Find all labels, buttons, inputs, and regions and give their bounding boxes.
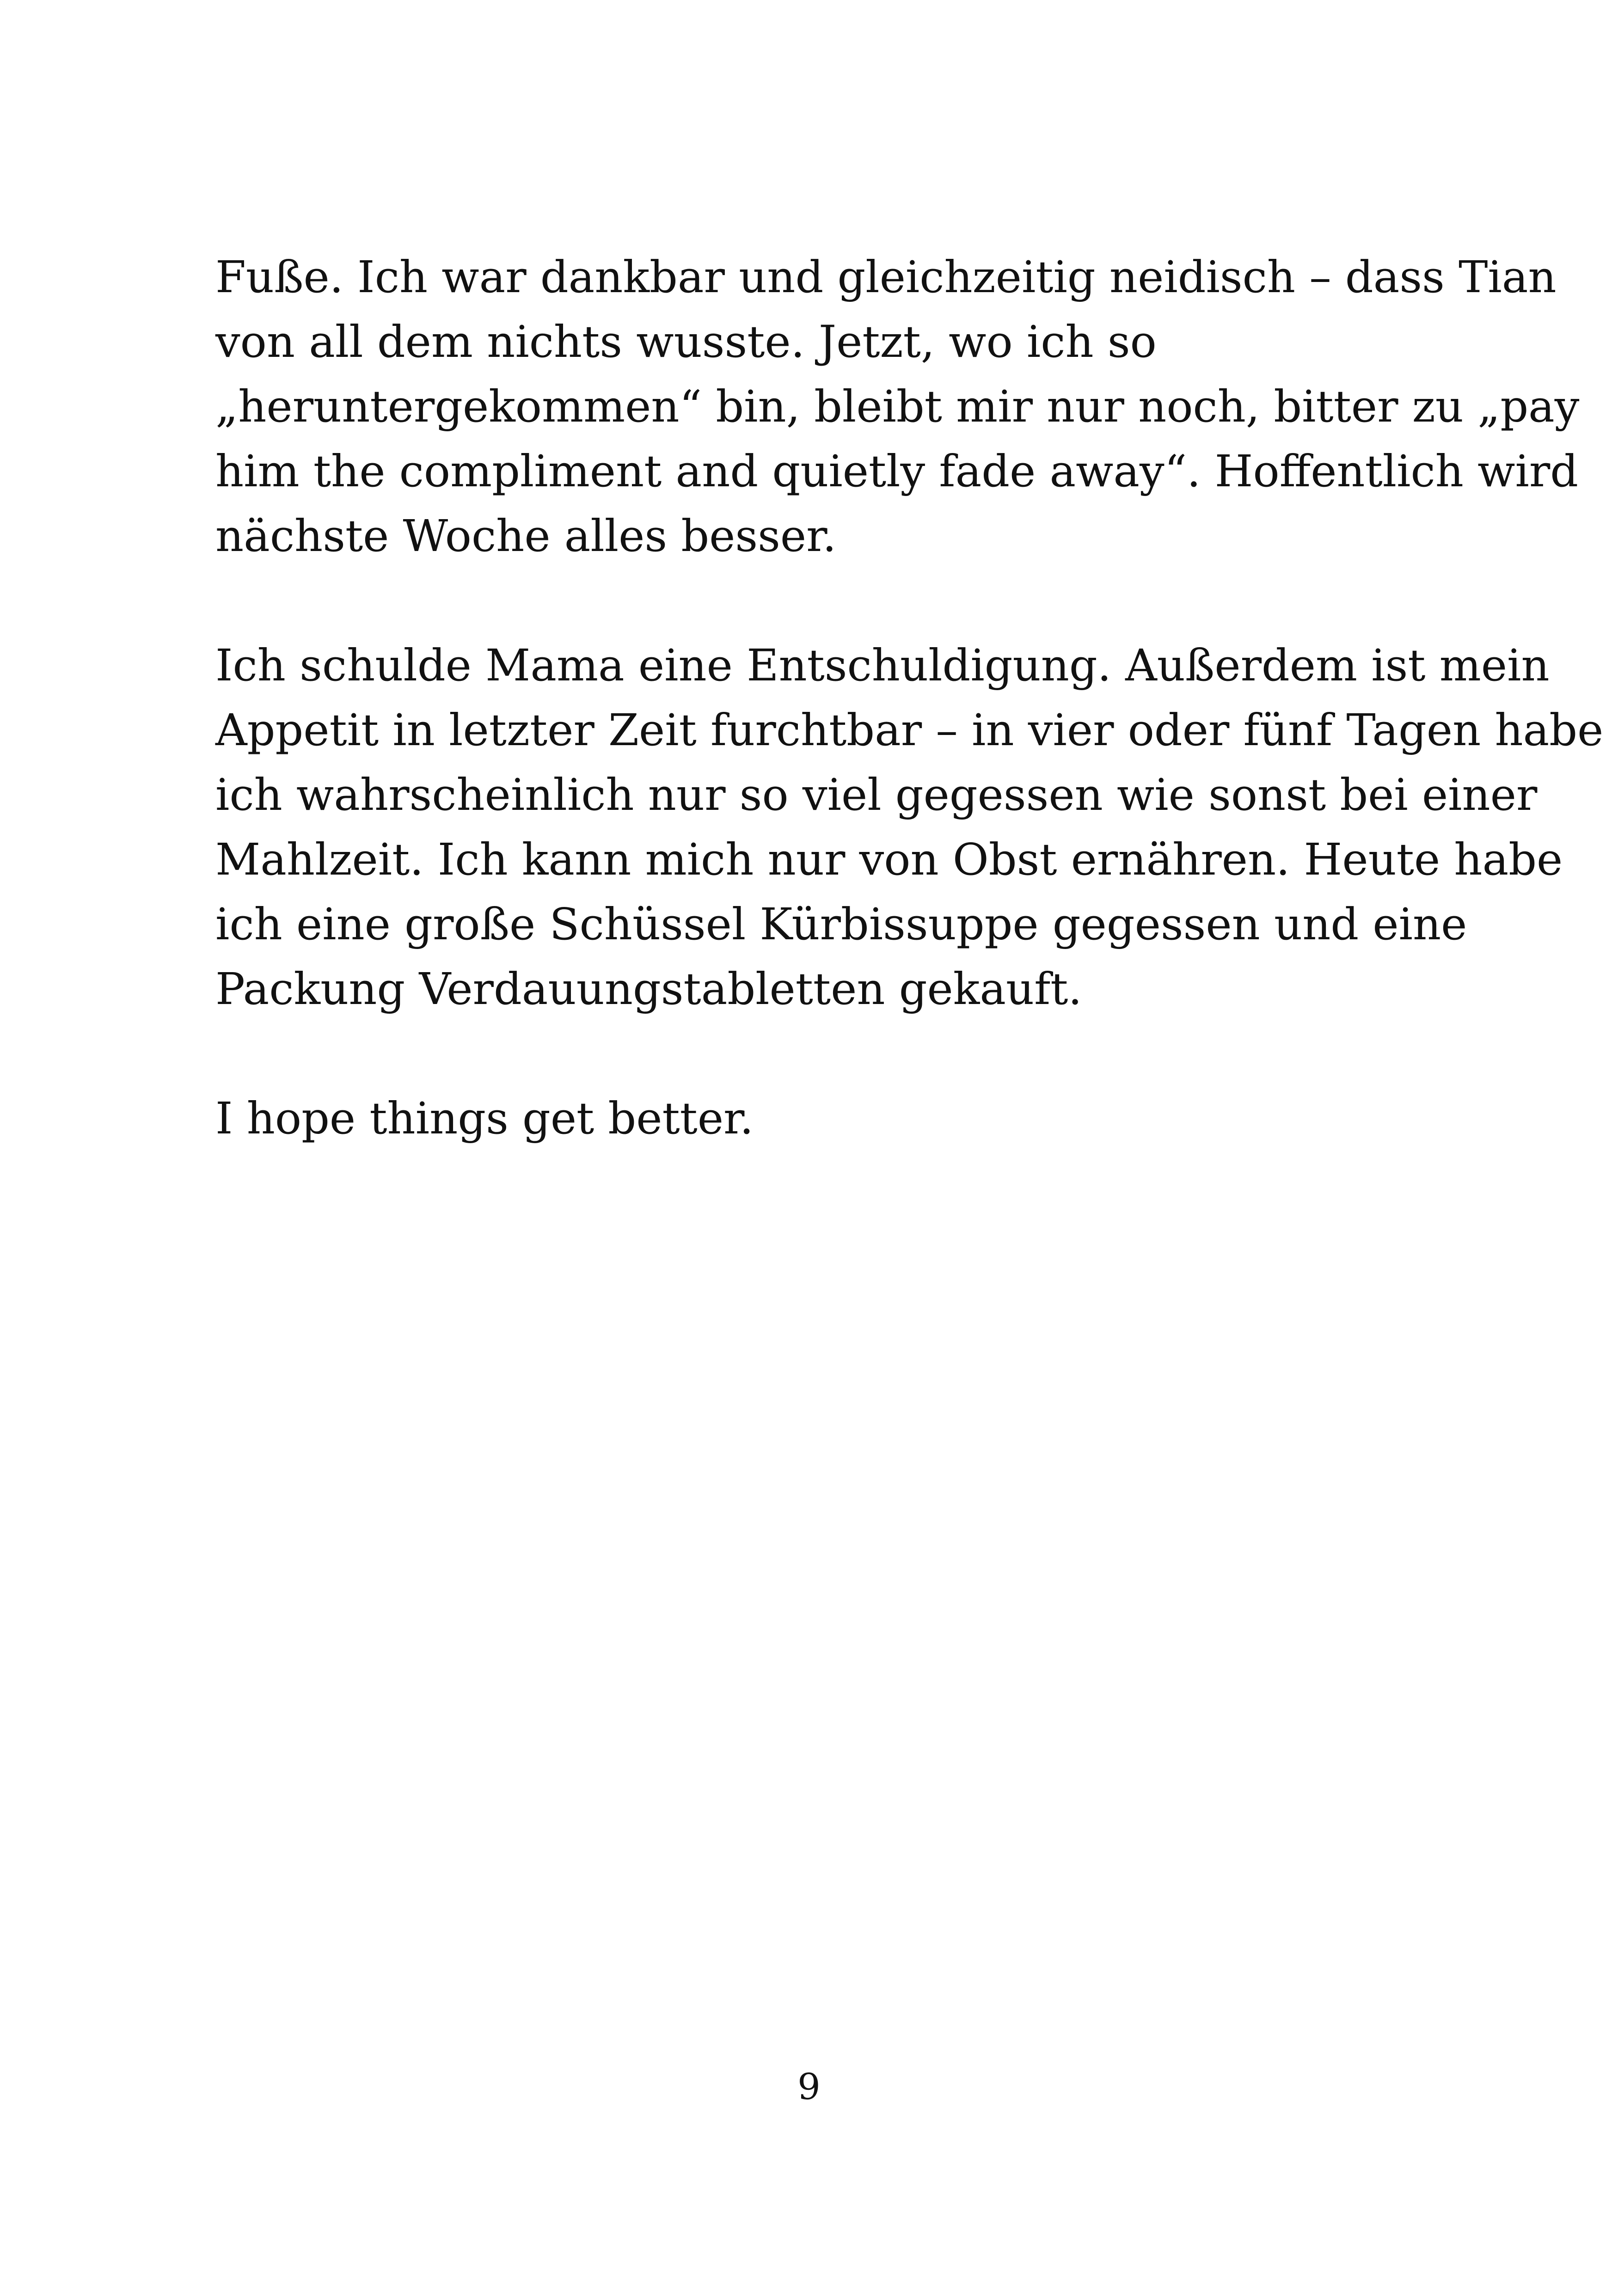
text-line: I hope things get better.: [215, 1093, 754, 1144]
text-line: him the compliment and quietly fade away“. Hoffentlich wird: [215, 446, 1579, 497]
text-line: Appetit in letzter Zeit furchtbar – in vier oder fünf Tagen habe: [215, 705, 1604, 756]
text-line: Packung Verdauungstabletten gekauft.: [215, 964, 1082, 1015]
text-line: von all dem nichts wusste. Jetzt, wo ich so: [215, 317, 1157, 367]
text-line: Fuße. Ich war dankbar und gleichzeitig neidisch – dass Tian: [215, 252, 1557, 303]
text-line: ich eine große Schüssel Kürbissuppe gegessen und eine: [215, 899, 1467, 950]
text-line: Mahlzeit. Ich kann mich nur von Obst ernähren. Heute habe: [215, 834, 1563, 885]
text-line: ich wahrscheinlich nur so viel gegessen wie sonst bei einer: [215, 770, 1538, 820]
paragraph-spacer: [215, 1022, 1436, 1086]
body-text: [215, 245, 1604, 1151]
paragraph-2: [215, 633, 1604, 1022]
text-line: nächste Woche alles besser.: [215, 511, 837, 562]
paragraph-3: [215, 1086, 1436, 1151]
text-line: Ich schulde Mama eine Entschuldigung. Außerdem ist mein: [215, 640, 1550, 691]
paragraph-1: [215, 245, 1580, 569]
text-line: „heruntergekommen“ bin, bleibt mir nur noch, bitter zu „pay: [215, 381, 1580, 432]
paragraph-spacer: [215, 569, 1436, 633]
page-number: 9: [797, 2066, 821, 2108]
